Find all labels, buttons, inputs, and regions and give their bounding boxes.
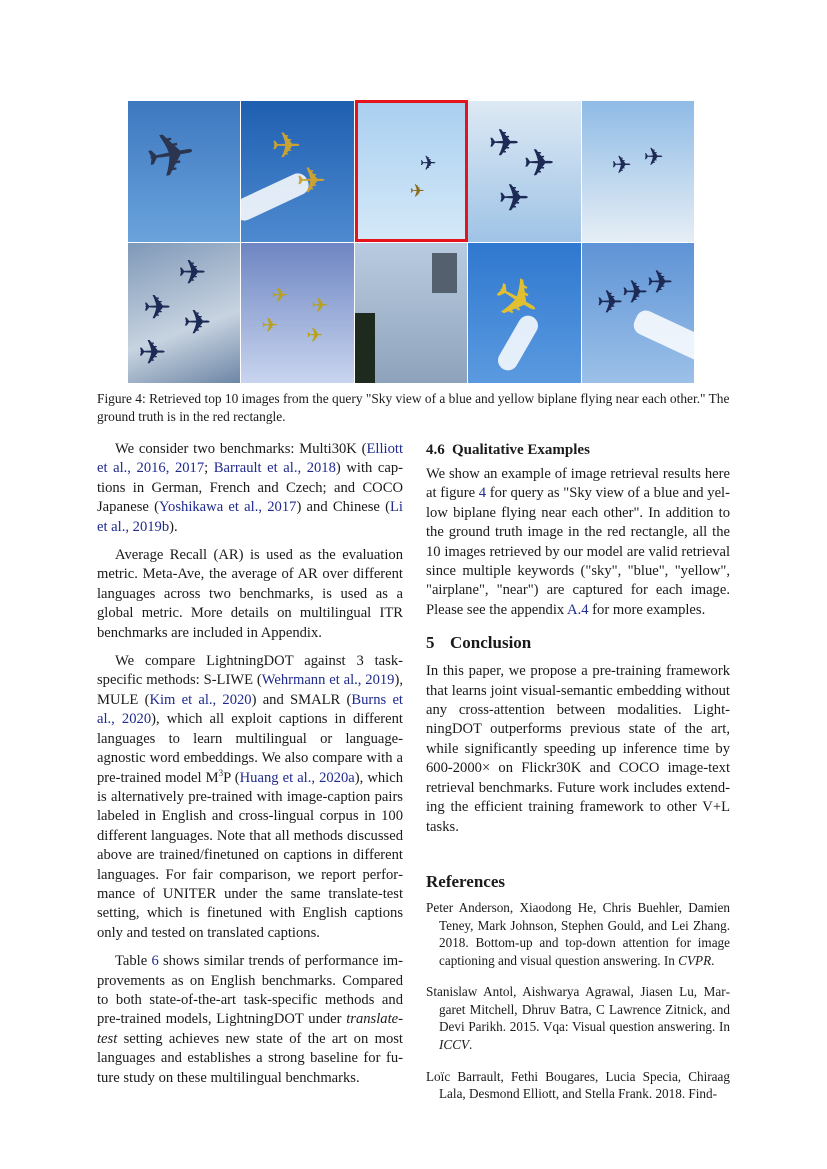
reference-list xyxy=(426,899,730,1103)
text-segment: for query as "Sky view of a blue and yellow biplane flying near each other". In addition to the ground truth image in the red rectangle, all the 10 images retrieved by our model are valid retrieval since multiple keywords ("sky", "blue", "yellow", "airplane", "near") are captured for each image. Please see the appendix xyxy=(426,485,730,618)
retrieved-image-2 xyxy=(241,101,353,242)
citation-link[interactable]: Li et al., 2019b xyxy=(97,499,403,535)
airplane-icon: ✈ xyxy=(480,260,554,340)
airplane-icon: ✈ xyxy=(643,143,664,171)
airplane-icon: ✈ xyxy=(296,161,327,202)
airplane-icon: ✈ xyxy=(138,332,167,373)
airplane-icon: ✈ xyxy=(498,176,531,220)
right-column xyxy=(426,440,730,1117)
airplane-icon: ✈ xyxy=(183,302,212,343)
retrieved-image-6 xyxy=(128,243,240,384)
airplane-icon: ✈ xyxy=(140,117,202,195)
reference-entry xyxy=(426,1068,730,1103)
text-segment: ), which all exploit captions in different languages to learn multilingual or language-agnostic word embeddings. We also compare with a pre-trained model M xyxy=(97,711,403,786)
citation-link[interactable]: A.4 xyxy=(567,601,589,618)
airplane-icon: ✈ xyxy=(178,252,207,293)
text-segment: ), which is alternatively pre-trained with image-caption pairs labeled in English and cross-lingual corpus in 100 different languages. Note that all methods discussed above are trained/finetuned on captions in different languages. For fair comparison, we report performance of UNITER under the same translate-test setting, which is finetuned with English captions only and tested on translated captions. xyxy=(97,769,404,941)
reference-entry xyxy=(426,983,730,1053)
airplane-icon: ✈ xyxy=(306,322,324,347)
text-segment: . xyxy=(469,1037,473,1053)
airplane-icon: ✈ xyxy=(611,151,632,179)
citation-link[interactable]: Huang et al., 2020a xyxy=(239,769,355,786)
text-segment: ) and Chinese ( xyxy=(296,499,390,516)
text-segment: setting achieves new state of the art on most languages and establishes a strong baseline for future study on these multilingual benchmarks. xyxy=(97,1030,403,1086)
left-column xyxy=(97,440,403,1097)
retrieved-image-8 xyxy=(355,243,467,384)
text-segment: Stanislaw Antol, Aishwarya Agrawal, Jiasen Lu, Margaret Mitchell, Dhruv Batra, C Lawrence Zitnick, and Devi Parikh. 2015. Vqa: Visual question answering. In xyxy=(426,984,730,1035)
airplane-icon: ✈ xyxy=(646,262,674,301)
text-segment: We show an example of image retrieval results here at figure xyxy=(426,466,730,502)
section-title: Qualitative Examples xyxy=(452,442,590,458)
body-paragraph xyxy=(97,652,403,943)
text-segment: ), MULE ( xyxy=(97,672,403,708)
airplane-icon: ✈ xyxy=(311,292,329,317)
retrieved-image-4 xyxy=(468,101,580,242)
text-segment: Loïc Barrault, Fethi Bougares, Lucia Specia, Chiraag Lala, Desmond Elliott, and Stella Frank. 2018. Find- xyxy=(426,1068,730,1102)
airplane-icon: ✈ xyxy=(261,312,279,337)
figure-caption: Figure 4: Retrieved top 10 images from the query "Sky view of a blue and yellow biplane flying near each other." The ground truth is in the red rectangle. xyxy=(97,391,730,424)
citation-link[interactable]: Wehrmann et al., 2019 xyxy=(261,672,395,689)
airplane-icon: ✈ xyxy=(596,282,624,321)
qualitative-paragraph xyxy=(426,465,730,620)
emphasis-text: ICCV xyxy=(439,1037,470,1053)
retrieved-image-10 xyxy=(582,243,694,384)
ground-truth-highlight xyxy=(355,100,468,242)
text-segment: . xyxy=(711,952,715,968)
retrieved-image-1 xyxy=(128,101,240,242)
conclusion-paragraph xyxy=(426,662,730,837)
text-segment: shows similar trends of performance improvements as on English benchmarks. Compared to both state-of-the-art task-specific methods and pre-trained models, LightningDOT under xyxy=(97,953,403,1028)
references-heading: References xyxy=(426,871,505,891)
airplane-icon: ✈ xyxy=(419,151,437,175)
citation-link[interactable]: 6 xyxy=(151,953,159,970)
citation-link[interactable]: Barrault et al., 2018 xyxy=(213,460,336,477)
text-segment: ; xyxy=(204,460,214,477)
text-segment: Average Recall (AR) is used as the evaluation metric. Meta-Ave, the average of AR over different languages across two benchmarks, is used as a global metric. More details on multilingual ITR benchmarks are included in Appendix. xyxy=(97,547,403,641)
text-segment: ) with captions in German, French and Czech; and COCO Japanese ( xyxy=(97,460,404,516)
retrieved-image-9 xyxy=(468,243,580,384)
citation-link[interactable]: Kim et al., 2020 xyxy=(149,691,252,708)
reference-entry xyxy=(426,899,730,969)
airplane-icon: ✈ xyxy=(409,181,425,202)
citation-link[interactable]: Elliott et al., 2016, 2017 xyxy=(97,441,403,477)
text-segment: P ( xyxy=(223,769,240,786)
airplane-icon: ✈ xyxy=(143,287,172,328)
superscript: 3 xyxy=(218,767,224,778)
text-segment: ). xyxy=(169,518,178,535)
body-paragraph xyxy=(97,440,403,537)
retrieved-image-5 xyxy=(582,101,694,242)
text-segment: ) and SMALR ( xyxy=(251,691,352,708)
section-number: 4.6 xyxy=(426,442,445,458)
airplane-icon: ✈ xyxy=(621,272,649,311)
citation-link[interactable]: 4 xyxy=(478,485,487,502)
text-segment: In this paper, we propose a pre-training framework that learns joint visual-semantic embedding without any cross-attention between modalities. LightningDOT outperforms previous state of the art, while significantly speeding up inference time by 600-2000× on Flickr30K and COCO image-text retrieval benchmarks. Future work includes extending the efficient training framework to other V+L tasks. xyxy=(426,663,730,835)
section-heading-qualitative-examples xyxy=(426,440,730,460)
citation-link[interactable]: Yoshikawa et al., 2017 xyxy=(158,499,297,516)
airplane-icon: ✈ xyxy=(271,126,302,167)
citation-link[interactable]: Burns et al., 2020 xyxy=(97,691,403,728)
airplane-icon: ✈ xyxy=(271,282,289,307)
emphasis-text: translate-test xyxy=(97,1011,403,1047)
section-heading-conclusion xyxy=(426,632,730,654)
section-title: Conclusion xyxy=(450,633,532,653)
text-segment: for more examples. xyxy=(588,601,706,618)
emphasis-text: CVPR xyxy=(678,952,712,968)
body-paragraph xyxy=(97,952,403,1088)
text-segment: Peter Anderson, Xiaodong He, Chris Buehler, Damien Teney, Mark Johnson, Stephen Gould, and Lei Zhang. 2018. Bottom-up and top-down attention for image captioning and visual question answering. In xyxy=(426,899,730,968)
text-segment: We compare LightningDOT against 3 task-specific methods: S-LIWE ( xyxy=(97,653,403,689)
airplane-icon: ✈ xyxy=(523,141,556,185)
body-paragraph xyxy=(97,546,403,643)
retrieved-image-7 xyxy=(241,243,353,384)
airplane-icon: ✈ xyxy=(488,121,521,165)
text-segment: We consider two benchmarks: Multi30K ( xyxy=(115,441,367,457)
text-segment: Table xyxy=(115,953,152,970)
section-number: 5 xyxy=(426,633,435,653)
